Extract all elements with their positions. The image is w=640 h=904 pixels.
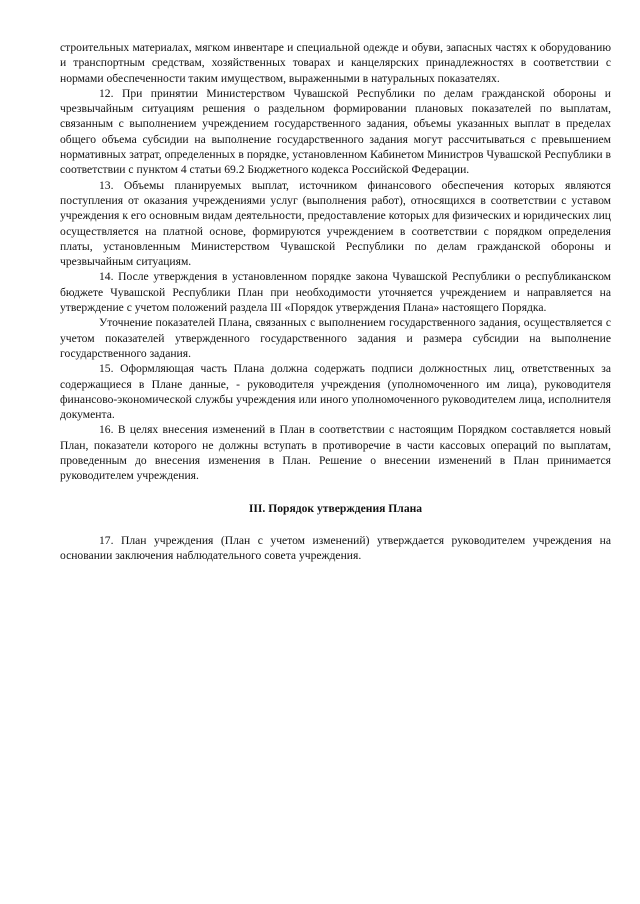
- paragraph-12: 12. При принятии Министерством Чувашской Республики по делам гражданской обороны и чрезвычайным ситуациям решения о раздельном формировании плановых показателей по выплатам, связанным с выполнением учреждением государственного задания, объемы указанных выплат в пределах общего объема субсидии на выполнение государственного задания могут рассчитываться с превышением нормативных затрат, определенных в порядке, установленном Кабинетом Министров Чувашской Республики в соответствии с пунктом 4 статьи 69.2 Бюджетного кодекса Российской Федерации.: [60, 86, 611, 177]
- paragraph-14: 14. После утверждения в установленном порядке закона Чувашской Республики о республиканском бюджете Чувашской Республики План при необходимости уточняется учреждением и направляется на утверждение с учетом положений раздела III «Порядок утверждения Плана» настоящего Порядка.: [60, 270, 611, 315]
- paragraph-15: 15. Оформляющая часть Плана должна содержать подписи должностных лиц, ответственных за содержащиеся в Плане данные, - руководителя учреждения (уполномоченного им лица), руководителя финансово-экономической службы учреждения или иного уполномоченного руководителем лица, исполнителя документа.: [60, 362, 611, 422]
- paragraph-continuation: строительных материалах, мягком инвентаре и специальной одежде и обуви, запасных частях к оборудованию и транспортным средствам, хозяйственных товарах и канцелярских принадлежностях в соответствии с нормами обеспеченности таким имуществом, выраженными в натуральных показателях.: [60, 41, 611, 85]
- paragraph-17: 17. План учреждения (План с учетом изменений) утверждается руководителем учреждения на основании заключения наблюдательного совета учреждения.: [60, 533, 611, 563]
- paragraph-13: 13. Объемы планируемых выплат, источником финансового обеспечения которых являются поступления от оказания учреждениями услуг (выполнения работ), относящихся в соответствии с уставом учреждения к его основным видам деятельности, предоставление которых для физических и юридических лиц осуществляется на платной основе, формируются учреждением в соответствии с порядком определения платы, установленным Министерством Чувашской Республики по делам гражданской обороны и чрезвычайным ситуациям.: [60, 178, 611, 269]
- section-heading: III. Порядок утверждения Плана: [248, 501, 423, 515]
- paragraph-14-clarification: Уточнение показателей Плана, связанных с выполнением государственного задания, осуществляется с учетом показателей утвержденного государственного задания и размера субсидии на выполнение государственного задания.: [60, 316, 611, 360]
- paragraph-16: 16. В целях внесения изменений в План в соответствии с настоящим Порядком составляется новый План, показатели которого не должны вступать в противоречие в части кассовых операций по выплатам, проведенным до внесения изменения в План. Решение о внесении изменений в План принимается руководителем учреждения.: [60, 423, 611, 483]
- document-page: [60, 40, 611, 564]
